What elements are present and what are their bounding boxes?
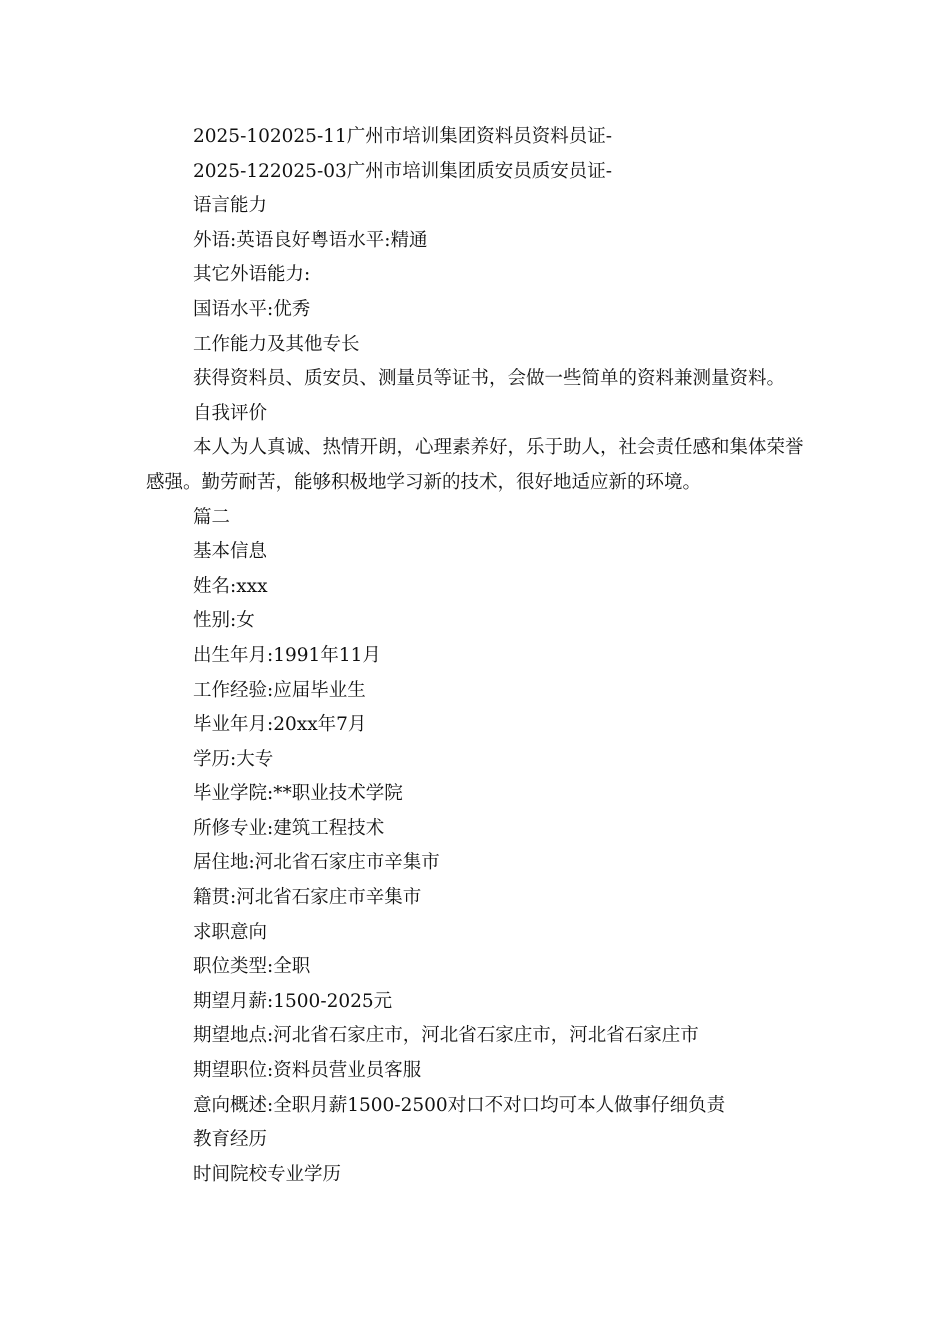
expected-location-line: 期望地点:河北省石家庄市，河北省石家庄市，河北省石家庄市 — [193, 1025, 699, 1047]
gender-line: 性别:女 — [193, 610, 255, 632]
section-heading-job-intention: 求职意向 — [193, 921, 268, 943]
part-two-heading: 篇二 — [193, 506, 231, 528]
birth-line: 出生年月:1991年11月 — [193, 644, 381, 666]
skills-line: 获得资料员、质安员、测量员等证书，会做一些简单的资料兼测量资料。 — [193, 368, 786, 390]
education-level-line: 学历:大专 — [193, 748, 274, 770]
section-heading-education: 教育经历 — [193, 1129, 268, 1151]
document-body — [146, 120, 816, 1192]
name-line: 姓名:xxx — [193, 575, 268, 597]
other-language-line: 其它外语能力: — [193, 264, 311, 286]
section-heading-skills: 工作能力及其他专长 — [193, 333, 360, 355]
cert-line-2: 2025-122025-03广州市培训集团质安员质安员证- — [193, 160, 612, 182]
expected-salary-line: 期望月薪:1500-2025元 — [193, 990, 393, 1012]
major-line: 所修专业:建筑工程技术 — [193, 817, 385, 839]
graduation-date-line: 毕业年月:20xx年7月 — [193, 714, 367, 736]
self-evaluation-paragraph: 本人为人真诚、热情开朗，心理素养好，乐于助人，社会责任感和集体荣誉感强。勤劳耐苦，能够积极地学习新的技术，很好地适应新的环境。 — [146, 437, 804, 493]
section-heading-language: 语言能力 — [193, 195, 268, 217]
section-heading-basic-info: 基本信息 — [193, 541, 268, 563]
cert-line-1: 2025-102025-11广州市培训集团资料员资料员证- — [193, 126, 612, 147]
experience-line: 工作经验:应届毕业生 — [193, 679, 366, 701]
education-table-header-line: 时间院校专业学历 — [193, 1163, 342, 1185]
school-line: 毕业学院:**职业技术学院 — [193, 783, 403, 805]
section-heading-self-evaluation: 自我评价 — [193, 402, 268, 424]
residence-line: 居住地:河北省石家庄市辛集市 — [193, 852, 440, 874]
hometown-line: 籍贯:河北省石家庄市辛集市 — [193, 887, 422, 909]
intention-summary-line: 意向概述:全职月薪1500-2500对口不对口均可本人做事仔细负责 — [193, 1094, 726, 1116]
foreign-language-line: 外语:英语良好粤语水平:精通 — [193, 229, 428, 251]
job-type-line: 职位类型:全职 — [193, 956, 311, 978]
mandarin-level-line: 国语水平:优秀 — [193, 298, 311, 320]
expected-position-line: 期望职位:资料员营业员客服 — [193, 1060, 422, 1082]
